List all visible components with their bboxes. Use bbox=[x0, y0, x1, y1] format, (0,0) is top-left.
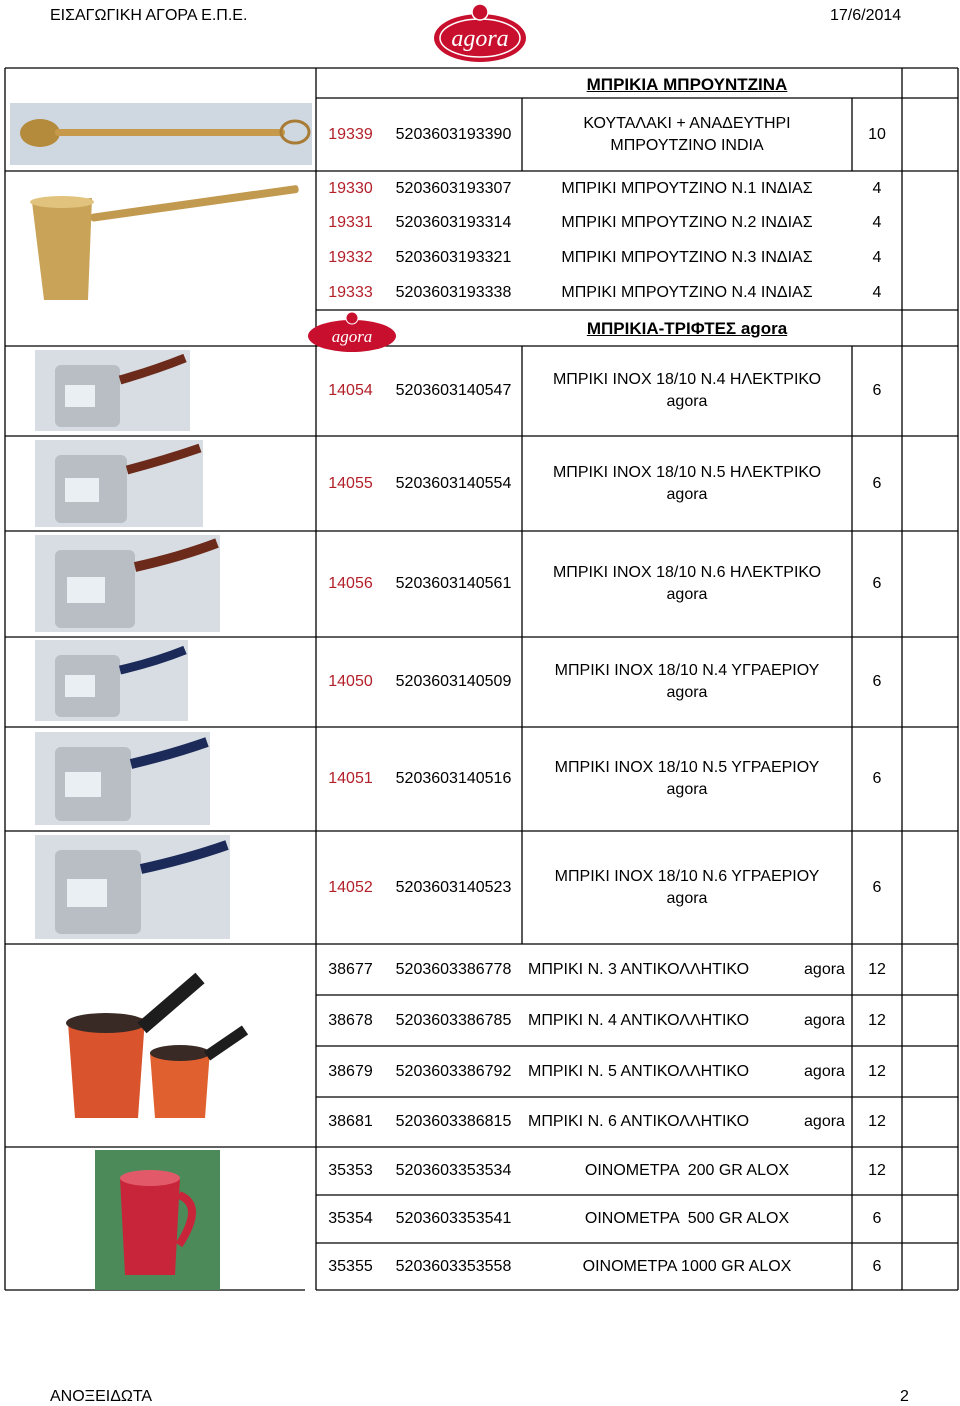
row-desc: ΜΠΡΙΚΙ ΜΠΡΟΥΤΖΙΝΟ Ν.3 ΙΝΔΙΑΣ bbox=[561, 248, 813, 266]
row-qty: 4 bbox=[872, 283, 882, 301]
row-desc: ΜΠΡΙΚΙ ΙΝΟΧ 18/10 Ν.6 ΥΓΡΑΕΡΙΟΥ agora bbox=[554, 867, 820, 907]
row-code: 35355 bbox=[328, 1257, 373, 1275]
row-ean: 5203603193314 bbox=[395, 214, 512, 231]
row-ean: 5203603140561 bbox=[395, 575, 512, 592]
row-code: 38679 bbox=[328, 1062, 373, 1080]
row-qty: 6 bbox=[872, 382, 882, 399]
section-title-bronze: ΜΠΡΙΚΙΑ ΜΠΡΟΥΝΤΖΙΝΑ bbox=[586, 75, 788, 94]
row-ean: 5203603386785 bbox=[395, 1011, 512, 1029]
bronze-spoon-image bbox=[10, 103, 312, 165]
row-code: 14055 bbox=[328, 474, 373, 492]
row-ean: 5203603193307 bbox=[395, 179, 512, 197]
row-qty: 10 bbox=[868, 125, 886, 143]
row-desc: ΟΙΝΟΜΕΤΡΑ 500 GR ALOX bbox=[584, 1210, 790, 1227]
document-date: 17/6/2014 bbox=[830, 7, 902, 24]
row-desc: ΜΠΡΙΚΙ ΙΝΟΧ 18/10 Ν.5 ΗΛΕΚΤΡΙΚΟ agora bbox=[552, 463, 822, 503]
row-desc: ΜΠΡΙΚΙ Ν. 5 ΑΝΤΙΚΟΛΛΗΤΙΚΟ bbox=[528, 1062, 750, 1080]
logo-text: agora bbox=[451, 26, 509, 52]
row-ean: 5203603193390 bbox=[395, 125, 512, 143]
row-code: 38681 bbox=[328, 1113, 373, 1130]
row-desc: ΜΠΡΙΚΙ Ν. 6 ΑΝΤΙΚΟΛΛΗΤΙΚΟ bbox=[528, 1113, 750, 1130]
row-code: 35353 bbox=[328, 1162, 373, 1179]
row-code: 14051 bbox=[328, 770, 373, 787]
row-brand: agora bbox=[804, 1113, 845, 1130]
row-desc: ΚΟΥΤΑΛΑΚΙ + ΑΝΑΔΕΥΤΗΡΙ ΜΠΡΟΥΤΖΙΝΟ INDIA bbox=[583, 114, 791, 154]
row-ean: 5203603386792 bbox=[395, 1062, 512, 1080]
row-ean: 5203603353558 bbox=[395, 1257, 512, 1275]
row-ean: 5203603386815 bbox=[395, 1113, 512, 1130]
row-ean: 5203603386778 bbox=[395, 960, 512, 978]
wine-measure-image bbox=[95, 1150, 220, 1290]
inox-electric-n4-image bbox=[35, 350, 190, 431]
row-ean: 5203603140547 bbox=[395, 382, 512, 399]
inox-gas-n5-image bbox=[35, 732, 210, 825]
inox-electric-n6-image bbox=[35, 535, 220, 632]
row-qty: 12 bbox=[868, 1113, 886, 1130]
row-qty: 12 bbox=[868, 960, 886, 978]
row-ean: 5203603193338 bbox=[395, 283, 512, 301]
row-brand: agora bbox=[804, 960, 845, 978]
row-ean: 5203603353541 bbox=[395, 1210, 512, 1227]
footer-category: ΑΝΟΞΕΙΔΩΤΑ bbox=[50, 1388, 153, 1405]
row-qty: 6 bbox=[872, 474, 882, 492]
nonstick-briki-image bbox=[50, 968, 254, 1130]
row-desc: ΜΠΡΙΚΙ ΜΠΡΟΥΤΖΙΝΟ Ν.1 ΙΝΔΙΑΣ bbox=[561, 179, 813, 197]
row-ean: 5203603140523 bbox=[395, 878, 512, 896]
row-desc: ΜΠΡΙΚΙ ΙΝΟΧ 18/10 Ν.4 ΥΓΡΑΕΡΙΟΥ agora bbox=[554, 662, 820, 701]
row-code: 38677 bbox=[328, 960, 373, 978]
row-desc: ΜΠΡΙΚΙ ΜΠΡΟΥΤΖΙΝΟ Ν.2 ΙΝΔΙΑΣ bbox=[561, 214, 813, 231]
row-desc: ΜΠΡΙΚΙ Ν. 3 ΑΝΤΙΚΟΛΛΗΤΙΚΟ bbox=[528, 960, 750, 978]
row-qty: 6 bbox=[872, 770, 882, 787]
row-qty: 4 bbox=[872, 179, 882, 197]
row-desc: ΜΠΡΙΚΙ ΙΝΟΧ 18/10 Ν.4 ΗΛΕΚΤΡΙΚΟ agora bbox=[552, 371, 822, 410]
row-code: 38678 bbox=[328, 1011, 373, 1029]
row-desc: ΜΠΡΙΚΙ ΜΠΡΟΥΤΖΙΝΟ Ν.4 ΙΝΔΙΑΣ bbox=[561, 283, 813, 301]
row-qty: 6 bbox=[872, 1210, 882, 1227]
row-desc: ΟΙΝΟΜΕΤΡΑ 1000 GR ALOX bbox=[582, 1257, 792, 1275]
row-code: 14054 bbox=[328, 382, 373, 399]
row-ean: 5203603140516 bbox=[395, 770, 512, 787]
row-code: 19331 bbox=[328, 214, 373, 231]
row-desc: ΟΙΝΟΜΕΤΡΑ 200 GR ALOX bbox=[584, 1162, 790, 1179]
row-ean: 5203603193321 bbox=[395, 248, 512, 266]
row-qty: 4 bbox=[872, 248, 882, 266]
row-qty: 6 bbox=[872, 673, 882, 690]
row-qty: 12 bbox=[868, 1011, 886, 1029]
bronze-briki-image bbox=[22, 184, 306, 304]
row-desc: ΜΠΡΙΚΙ ΙΝΟΧ 18/10 Ν.6 ΗΛΕΚΤΡΙΚΟ agora bbox=[552, 564, 822, 603]
svg-text:agora: agora bbox=[331, 327, 373, 346]
row-code: 14050 bbox=[328, 673, 373, 690]
row-qty: 6 bbox=[872, 878, 882, 896]
row-qty: 12 bbox=[868, 1162, 886, 1179]
row-code: 14052 bbox=[328, 878, 373, 896]
inox-gas-n4-image bbox=[35, 640, 188, 721]
company-name: ΕΙΣΑΓΩΓΙΚΗ ΑΓΟΡΑ Ε.Π.Ε. bbox=[50, 7, 248, 24]
row-code: 14056 bbox=[328, 575, 373, 592]
row-desc: ΜΠΡΙΚΙ ΙΝΟΧ 18/10 Ν.5 ΥΓΡΑΕΡΙΟΥ agora bbox=[554, 759, 820, 798]
row-ean: 5203603353534 bbox=[395, 1162, 512, 1179]
row-qty: 12 bbox=[868, 1062, 886, 1080]
row-code: 19332 bbox=[328, 248, 373, 266]
row-qty: 6 bbox=[872, 575, 882, 592]
inox-gas-n6-image bbox=[35, 835, 230, 939]
row-code: 19339 bbox=[328, 125, 373, 143]
row-desc: ΜΠΡΙΚΙ Ν. 4 ΑΝΤΙΚΟΛΛΗΤΙΚΟ bbox=[528, 1011, 750, 1029]
inox-electric-n5-image bbox=[35, 440, 203, 527]
row-qty: 6 bbox=[872, 1257, 882, 1275]
section-title-triftes: ΜΠΡΙΚΙΑ-ΤΡΙΦΤΕΣ agora bbox=[586, 319, 788, 338]
row-qty: 4 bbox=[872, 214, 882, 231]
row-brand: agora bbox=[804, 1062, 845, 1080]
row-ean: 5203603140554 bbox=[395, 474, 512, 492]
page-number: 2 bbox=[900, 1388, 909, 1405]
row-code: 19333 bbox=[328, 283, 373, 301]
row-code: 19330 bbox=[328, 179, 373, 197]
row-code: 35354 bbox=[328, 1210, 373, 1227]
row-ean: 5203603140509 bbox=[395, 673, 512, 690]
row-brand: agora bbox=[804, 1011, 845, 1029]
